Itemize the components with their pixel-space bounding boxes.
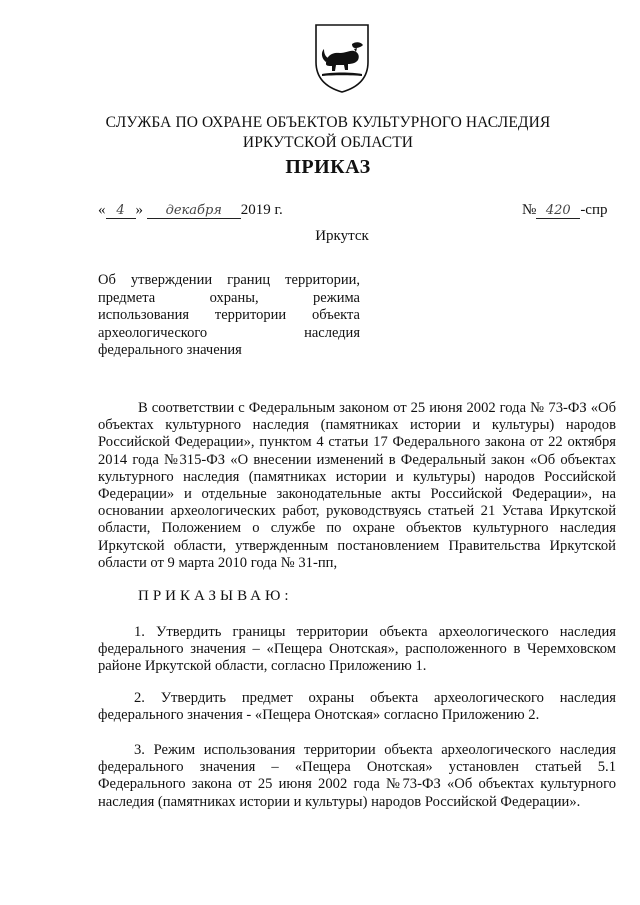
organization-name-line2: ИРКУТСКОЙ ОБЛАСТИ <box>242 134 414 151</box>
order-item-2: 2. Утвердить предмет охраны объекта археологического наследия федерального значения - «Пещера Онотская» согласно Приложению 2. <box>98 690 616 724</box>
order-item-3: 3. Режим использования территории объекта археологического наследия федерального значения – «Пещера Онотская» установлен статьей 5.1 Федерального закона от 25 июня 2002 года №73-ФЗ «Об объектах культурного наследия (памятниках истории и культуры) народов Российской Федерации». <box>98 742 616 810</box>
subject-line: предмета охраны, режима <box>98 289 360 306</box>
date-open-quote: « <box>98 202 106 218</box>
order-directive: ПРИКАЗЫВАЮ: <box>138 588 293 604</box>
date-close-quote: » <box>135 202 143 218</box>
date-year: 2019 г. <box>240 202 283 218</box>
organization-name-line1: СЛУЖБА ПО ОХРАНЕ ОБЪЕКТОВ КУЛЬТУРНОГО НАСЛЕДИЯ <box>105 114 551 131</box>
subject-line: федерального значения <box>98 342 242 359</box>
date-month: декабря <box>147 204 241 219</box>
order-date <box>98 202 283 219</box>
subject-line: археологического наследия <box>98 324 360 341</box>
city-name: Иркутск <box>315 228 369 244</box>
order-number <box>522 202 608 219</box>
number-suffix: -спр <box>580 202 608 218</box>
order-item-1: 1. Утвердить границы территории объекта археологического наследия федерального значения – «Пещера Онотская», расположенного в Черемховском районе Иркутской области, согласно Приложению 1. <box>98 624 616 675</box>
order-subject <box>98 272 360 360</box>
document-title: ПРИКАЗ <box>285 156 371 178</box>
preamble-paragraph: В соответствии с Федеральным законом от 25 июня 2002 года № 73-ФЗ «Об объектах культурного наследия (памятниках истории и культуры) народов Российской Федерации», пунктом 4 статьи 17 Федерального закона от 22 октября 2014 года №315-ФЗ «О внесении изменений в Федеральный закон «Об объектах культурного наследия (памятниках истории и культуры) народов Российской Федерации» и отдельные законодательные акты Российской Федерации», на основании археологических работ, руководствуясь статьей 21 Устава Иркутской области, Положением о службе по охране объектов культурного наследия Иркутской области, утвержденным постановлением Правительства Иркутской области от 9 марта 2010 года № 31-пп, <box>98 400 616 571</box>
coat-of-arms-icon <box>312 22 372 94</box>
date-day: 4 <box>106 204 136 219</box>
number-sign: № <box>522 202 537 218</box>
number-value: 420 <box>536 204 580 219</box>
subject-line: Об утверждении границ территории, <box>98 272 360 288</box>
subject-line: использования территории объекта <box>98 307 360 324</box>
